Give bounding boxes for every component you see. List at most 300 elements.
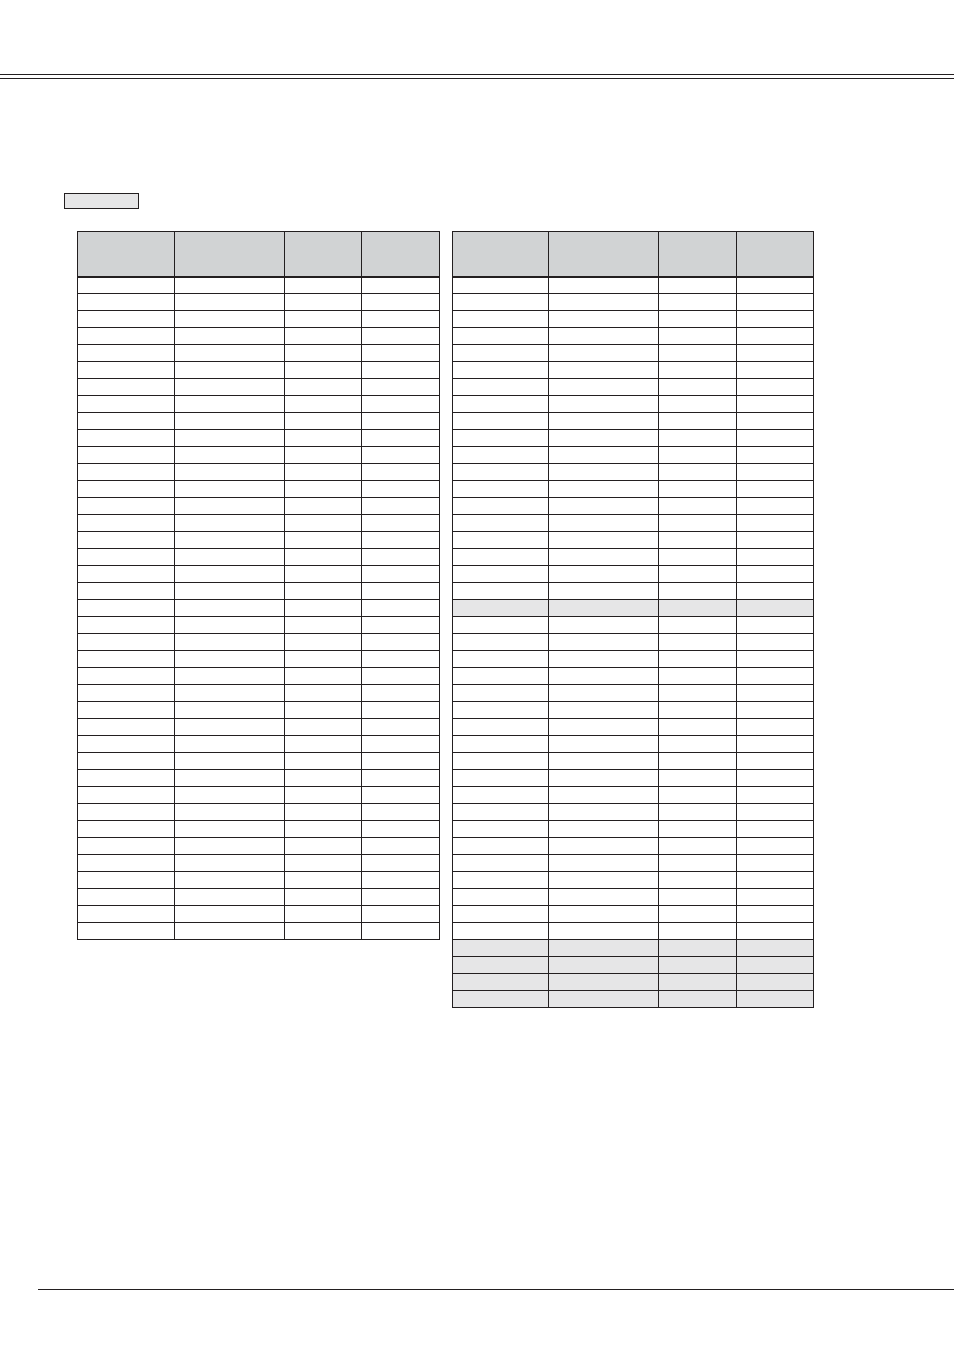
table-cell (453, 600, 549, 617)
table-cell (78, 617, 175, 634)
table-cell (78, 838, 175, 855)
table-cell (549, 515, 659, 532)
table-row (453, 736, 814, 753)
table-row (453, 311, 814, 328)
table-cell (285, 396, 362, 413)
table-row (78, 617, 440, 634)
table-cell (362, 583, 440, 600)
table-cell (175, 447, 285, 464)
table-cell (453, 634, 549, 651)
table-cell (285, 566, 362, 583)
table-cell (549, 413, 659, 430)
table-cell (737, 957, 814, 974)
table-cell (737, 991, 814, 1008)
table-cell (737, 838, 814, 855)
table-cell (175, 566, 285, 583)
table-cell (549, 481, 659, 498)
table-row (453, 600, 814, 617)
table-row (453, 328, 814, 345)
table-cell (453, 923, 549, 940)
table-cell (549, 498, 659, 515)
table-cell (175, 719, 285, 736)
table-cell (285, 583, 362, 600)
table-cell (78, 379, 175, 396)
table-row (453, 634, 814, 651)
table-cell (285, 277, 362, 294)
table-row (453, 481, 814, 498)
table-cell (175, 294, 285, 311)
table-cell (362, 719, 440, 736)
table-cell (175, 311, 285, 328)
footer-rule (38, 1289, 954, 1290)
table-row (78, 600, 440, 617)
table-cell (453, 311, 549, 328)
table-cell (453, 396, 549, 413)
table-cell (659, 770, 737, 787)
table-cell (659, 566, 737, 583)
table-cell (737, 481, 814, 498)
table-cell (78, 498, 175, 515)
table-cell (737, 362, 814, 379)
table-row (78, 770, 440, 787)
table-cell (78, 651, 175, 668)
table-row (78, 566, 440, 583)
table-cell (362, 345, 440, 362)
table-row (453, 923, 814, 940)
table-cell (175, 804, 285, 821)
table-cell (659, 838, 737, 855)
table-cell (549, 770, 659, 787)
table-cell (175, 549, 285, 566)
table-cell (453, 447, 549, 464)
table-cell (362, 481, 440, 498)
table-cell (175, 889, 285, 906)
table-cell (549, 838, 659, 855)
table-cell (285, 600, 362, 617)
table-header-row (453, 232, 814, 277)
table-row (78, 787, 440, 804)
table-cell (175, 855, 285, 872)
table-row (453, 838, 814, 855)
table-cell (78, 668, 175, 685)
table-cell (737, 600, 814, 617)
table-cell (453, 277, 549, 294)
table-cell (737, 447, 814, 464)
table-cell (175, 600, 285, 617)
table-cell (737, 566, 814, 583)
table-cell (549, 685, 659, 702)
table-header-row (78, 232, 440, 277)
table-cell (362, 685, 440, 702)
spec-table-right (452, 231, 814, 1008)
table-row (453, 651, 814, 668)
table-cell (659, 396, 737, 413)
column-header (737, 232, 814, 277)
table-row (78, 294, 440, 311)
table-cell (549, 855, 659, 872)
table-cell (362, 889, 440, 906)
table-cell (78, 702, 175, 719)
table-row (78, 447, 440, 464)
table-cell (78, 396, 175, 413)
table-row (78, 889, 440, 906)
table-cell (78, 532, 175, 549)
table-cell (737, 906, 814, 923)
table-cell (737, 396, 814, 413)
table-cell (659, 498, 737, 515)
column-header (362, 232, 440, 277)
table-cell (285, 532, 362, 549)
table-cell (285, 294, 362, 311)
table-row (453, 991, 814, 1008)
table-row (453, 515, 814, 532)
table-cell (659, 617, 737, 634)
table-row (453, 872, 814, 889)
table-cell (549, 736, 659, 753)
table-cell (737, 736, 814, 753)
table-cell (78, 413, 175, 430)
table-cell (78, 906, 175, 923)
table-cell (659, 600, 737, 617)
table-cell (362, 430, 440, 447)
table-row (453, 957, 814, 974)
table-cell (453, 719, 549, 736)
table-cell (362, 294, 440, 311)
table-row (78, 838, 440, 855)
table-cell (175, 668, 285, 685)
table-cell (285, 634, 362, 651)
table-cell (78, 362, 175, 379)
table-cell (737, 668, 814, 685)
table-cell (659, 753, 737, 770)
table-row (453, 498, 814, 515)
table-cell (737, 940, 814, 957)
table-cell (175, 328, 285, 345)
table-cell (659, 515, 737, 532)
table-cell (453, 379, 549, 396)
table-cell (659, 872, 737, 889)
table-row (453, 974, 814, 991)
table-cell (362, 498, 440, 515)
table-cell (659, 447, 737, 464)
table-cell (362, 634, 440, 651)
table-cell (737, 464, 814, 481)
table-cell (453, 481, 549, 498)
table-row (78, 804, 440, 821)
table-cell (78, 430, 175, 447)
table-cell (362, 906, 440, 923)
table-cell (362, 447, 440, 464)
header-rule (0, 74, 954, 79)
table-cell (78, 770, 175, 787)
table-row (78, 430, 440, 447)
table-cell (362, 770, 440, 787)
table-row (453, 702, 814, 719)
table-row (453, 447, 814, 464)
table-cell (362, 566, 440, 583)
table-cell (737, 702, 814, 719)
table-row (78, 549, 440, 566)
table-cell (78, 600, 175, 617)
table-cell (549, 566, 659, 583)
table-cell (362, 600, 440, 617)
table-cell (549, 651, 659, 668)
table-cell (453, 821, 549, 838)
table-cell (549, 719, 659, 736)
table-cell (659, 736, 737, 753)
table-cell (659, 430, 737, 447)
table-cell (737, 719, 814, 736)
table-cell (453, 804, 549, 821)
table-cell (362, 821, 440, 838)
table-row (78, 311, 440, 328)
table-cell (737, 685, 814, 702)
table-cell (737, 549, 814, 566)
table-cell (659, 889, 737, 906)
table-cell (453, 583, 549, 600)
table-cell (453, 855, 549, 872)
table-cell (362, 923, 440, 940)
table-row (453, 345, 814, 362)
spec-table-left (77, 231, 440, 940)
table-cell (175, 345, 285, 362)
table-row (78, 923, 440, 940)
table-cell (549, 668, 659, 685)
table-cell (453, 957, 549, 974)
table-row (78, 719, 440, 736)
table-cell (453, 413, 549, 430)
table-row (78, 855, 440, 872)
table-cell (78, 566, 175, 583)
table-cell (737, 651, 814, 668)
table-cell (659, 855, 737, 872)
table-cell (285, 719, 362, 736)
table-cell (737, 532, 814, 549)
table-cell (453, 498, 549, 515)
table-row (78, 481, 440, 498)
table-row (78, 498, 440, 515)
table-cell (362, 379, 440, 396)
table-row (453, 396, 814, 413)
table-cell (285, 736, 362, 753)
table-cell (453, 532, 549, 549)
table-cell (453, 940, 549, 957)
table-cell (285, 379, 362, 396)
table-row (453, 685, 814, 702)
table-cell (453, 294, 549, 311)
table-cell (549, 328, 659, 345)
table-cell (737, 821, 814, 838)
table-cell (285, 430, 362, 447)
table-row (453, 549, 814, 566)
table-cell (659, 464, 737, 481)
table-cell (78, 515, 175, 532)
table-cell (175, 770, 285, 787)
table-cell (453, 566, 549, 583)
table-cell (285, 753, 362, 770)
table-cell (362, 651, 440, 668)
table-cell (285, 311, 362, 328)
table-cell (175, 906, 285, 923)
table-cell (549, 923, 659, 940)
table-cell (362, 532, 440, 549)
table-cell (175, 651, 285, 668)
table-cell (175, 634, 285, 651)
table-cell (659, 532, 737, 549)
table-cell (737, 923, 814, 940)
table-row (78, 583, 440, 600)
table-row (78, 651, 440, 668)
table-row (453, 668, 814, 685)
table-cell (285, 821, 362, 838)
column-header (78, 232, 175, 277)
table-row (78, 821, 440, 838)
table-row (78, 515, 440, 532)
table-cell (659, 702, 737, 719)
table-cell (285, 345, 362, 362)
table-cell (175, 736, 285, 753)
table-cell (362, 736, 440, 753)
table-cell (453, 685, 549, 702)
table-cell (285, 685, 362, 702)
table-cell (285, 413, 362, 430)
table-cell (453, 770, 549, 787)
table-cell (453, 362, 549, 379)
table-cell (453, 906, 549, 923)
table-cell (362, 617, 440, 634)
table-cell (453, 549, 549, 566)
table-cell (78, 736, 175, 753)
table-cell (78, 923, 175, 940)
table-cell (659, 481, 737, 498)
table-row (453, 889, 814, 906)
table-cell (737, 430, 814, 447)
table-cell (78, 855, 175, 872)
table-cell (453, 787, 549, 804)
table-cell (285, 702, 362, 719)
table-cell (737, 583, 814, 600)
table-cell (737, 787, 814, 804)
table-cell (737, 311, 814, 328)
table-cell (285, 889, 362, 906)
table-cell (737, 328, 814, 345)
table-cell (175, 498, 285, 515)
table-cell (78, 345, 175, 362)
table-cell (737, 617, 814, 634)
table-cell (453, 889, 549, 906)
table-cell (175, 838, 285, 855)
table-cell (285, 447, 362, 464)
table-cell (453, 991, 549, 1008)
table-cell (78, 821, 175, 838)
table-cell (78, 447, 175, 464)
table-cell (362, 413, 440, 430)
table-cell (175, 617, 285, 634)
table-row (78, 277, 440, 294)
table-cell (175, 481, 285, 498)
table-cell (549, 821, 659, 838)
table-row (78, 906, 440, 923)
table-cell (285, 770, 362, 787)
table-row (78, 532, 440, 549)
table-cell (659, 345, 737, 362)
table-cell (78, 804, 175, 821)
table-cell (175, 923, 285, 940)
table-row (453, 940, 814, 957)
table-row (453, 719, 814, 736)
table-cell (549, 379, 659, 396)
table-cell (285, 804, 362, 821)
table-cell (285, 923, 362, 940)
table-cell (285, 651, 362, 668)
table-cell (549, 753, 659, 770)
table-cell (78, 719, 175, 736)
table-cell (549, 872, 659, 889)
table-cell (549, 974, 659, 991)
table-cell (175, 362, 285, 379)
table-cell (737, 872, 814, 889)
table-row (78, 345, 440, 362)
table-cell (549, 906, 659, 923)
table-cell (659, 804, 737, 821)
table-row (78, 634, 440, 651)
table-row (453, 362, 814, 379)
table-cell (362, 396, 440, 413)
table-cell (659, 991, 737, 1008)
table-row (78, 362, 440, 379)
table-cell (659, 940, 737, 957)
table-cell (175, 583, 285, 600)
table-cell (659, 821, 737, 838)
table-cell (453, 753, 549, 770)
table-cell (78, 549, 175, 566)
table-cell (659, 328, 737, 345)
table-row (453, 566, 814, 583)
table-row (453, 379, 814, 396)
table-row (78, 685, 440, 702)
table-cell (175, 787, 285, 804)
table-cell (659, 583, 737, 600)
table-cell (453, 668, 549, 685)
table-cell (362, 668, 440, 685)
table-cell (175, 396, 285, 413)
table-row (453, 464, 814, 481)
table-cell (453, 464, 549, 481)
table-row (453, 532, 814, 549)
table-cell (285, 515, 362, 532)
table-cell (549, 804, 659, 821)
table-cell (175, 532, 285, 549)
table-cell (78, 889, 175, 906)
table-cell (175, 753, 285, 770)
table-cell (659, 549, 737, 566)
table-cell (78, 685, 175, 702)
table-row (453, 277, 814, 294)
table-row (453, 821, 814, 838)
table-cell (285, 855, 362, 872)
table-cell (549, 600, 659, 617)
table-cell (659, 311, 737, 328)
table-cell (78, 787, 175, 804)
table-cell (737, 634, 814, 651)
table-cell (549, 464, 659, 481)
section-tab (64, 193, 139, 209)
table-cell (659, 906, 737, 923)
table-cell (453, 345, 549, 362)
table-cell (78, 634, 175, 651)
table-row (453, 770, 814, 787)
table-cell (285, 872, 362, 889)
